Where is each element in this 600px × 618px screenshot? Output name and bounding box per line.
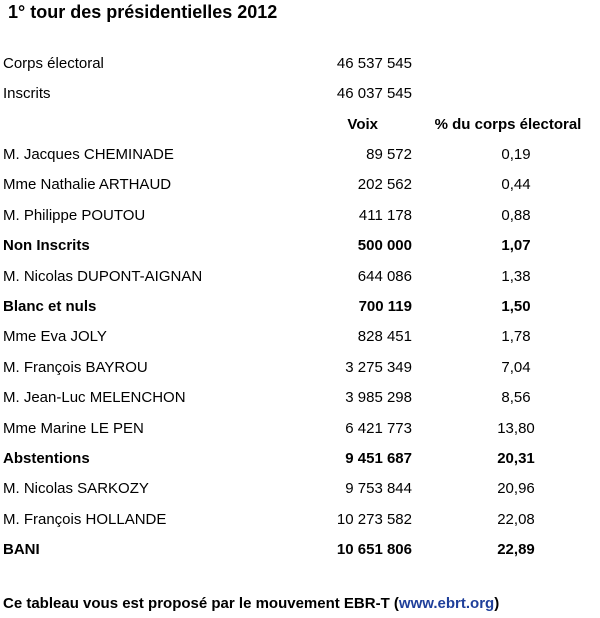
footer-link[interactable]: www.ebrt.org — [398, 595, 495, 612]
table-header — [0, 114, 600, 136]
table-row — [0, 357, 600, 379]
summary-label: Corps électoral — [3, 55, 104, 72]
row-percent: 20,96 — [497, 480, 535, 497]
summary-value: 46 037 545 — [336, 85, 412, 102]
summary-row-inscrits — [0, 83, 600, 105]
percent-column-header: % du corps électoral — [434, 116, 582, 133]
row-votes: 89 572 — [366, 146, 412, 163]
table-row — [0, 326, 600, 348]
table-row — [0, 174, 600, 196]
table-row — [0, 539, 600, 561]
row-label: M. François HOLLANDE — [3, 511, 167, 528]
row-votes: 644 086 — [357, 268, 412, 285]
row-percent: 0,88 — [501, 207, 531, 224]
row-votes: 10 273 582 — [336, 511, 412, 528]
row-percent: 1,38 — [501, 268, 531, 285]
row-percent: 1,07 — [501, 237, 531, 254]
row-votes: 10 651 806 — [336, 541, 412, 558]
row-label: Mme Nathalie ARTHAUD — [3, 176, 172, 193]
footer-prefix: Ce tableau vous est proposé par le mouvement EBR-T ( — [3, 595, 399, 612]
row-percent: 22,89 — [497, 541, 535, 558]
row-votes: 3 275 349 — [345, 359, 412, 376]
page-title: 1° tour des présidentielles 2012 — [8, 2, 278, 22]
row-percent: 7,04 — [501, 359, 531, 376]
table-row — [0, 235, 600, 257]
row-percent: 22,08 — [497, 511, 535, 528]
footer-note — [3, 595, 499, 612]
row-label: M. Nicolas DUPONT-AIGNAN — [3, 268, 203, 285]
table-row — [0, 296, 600, 318]
row-label: Non Inscrits — [3, 237, 90, 254]
footer-suffix: ) — [494, 595, 500, 612]
row-votes: 500 000 — [357, 237, 412, 254]
row-label: Blanc et nuls — [3, 298, 97, 315]
row-label: M. François BAYROU — [3, 359, 148, 376]
row-label: Mme Marine LE PEN — [3, 420, 144, 437]
row-votes: 9 753 844 — [345, 480, 412, 497]
row-label: BANI — [3, 541, 40, 558]
row-percent: 1,78 — [501, 328, 531, 345]
table-row — [0, 144, 600, 166]
row-percent: 0,19 — [501, 146, 531, 163]
table-row — [0, 205, 600, 227]
row-votes: 828 451 — [357, 328, 412, 345]
row-percent: 20,31 — [497, 450, 535, 467]
row-label: M. Jean-Luc MELENCHON — [3, 389, 186, 406]
table-row — [0, 387, 600, 409]
row-percent: 1,50 — [501, 298, 531, 315]
row-votes: 3 985 298 — [345, 389, 412, 406]
row-label: Abstentions — [3, 450, 90, 467]
row-votes: 9 451 687 — [345, 450, 412, 467]
table-row — [0, 509, 600, 531]
row-percent: 8,56 — [501, 389, 531, 406]
table-row — [0, 478, 600, 500]
row-label: M. Philippe POUTOU — [3, 207, 146, 224]
row-label: M. Jacques CHEMINADE — [3, 146, 174, 163]
row-votes: 411 178 — [358, 207, 412, 224]
row-percent: 0,44 — [501, 176, 531, 193]
row-votes: 700 119 — [358, 298, 412, 315]
summary-value: 46 537 545 — [336, 55, 412, 72]
summary-label: Inscrits — [3, 85, 51, 102]
row-label: M. Nicolas SARKOZY — [3, 480, 149, 497]
votes-column-header: Voix — [347, 116, 378, 133]
row-label: Mme Eva JOLY — [3, 328, 107, 345]
row-percent: 13,80 — [497, 420, 535, 437]
row-votes: 202 562 — [357, 176, 412, 193]
summary-row-corps — [0, 53, 600, 75]
table-row — [0, 266, 600, 288]
row-votes: 6 421 773 — [345, 420, 412, 437]
table-row — [0, 448, 600, 470]
table-row — [0, 418, 600, 440]
